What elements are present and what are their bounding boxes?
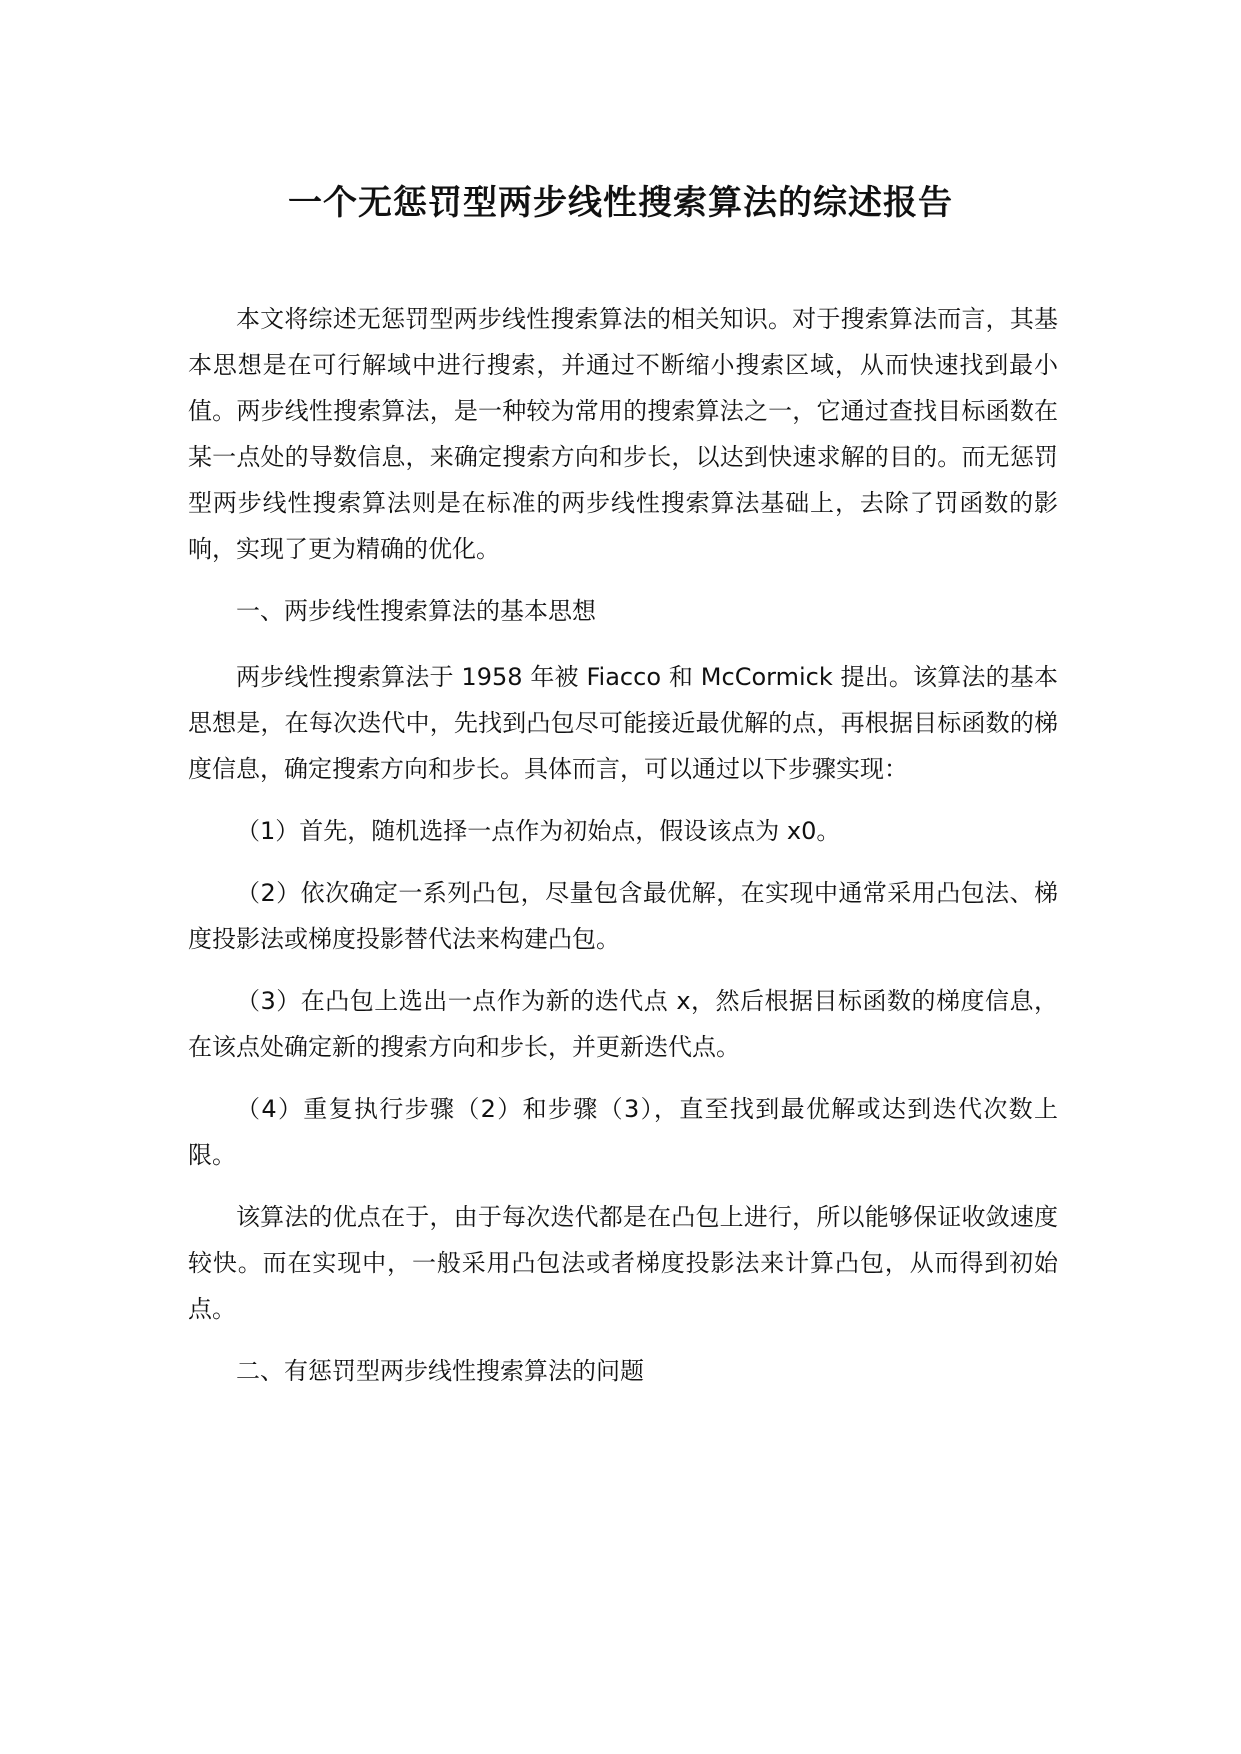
intro-paragraph: 本文将综述无惩罚型两步线性搜索算法的相关知识。对于搜索算法而言，其基本思想是在可行解域中进行搜索，并通过不断缩小搜索区域，从而快速找到最小值。两步线性搜索算法，是一种较为常用的搜索算法之一，它通过查找目标函数在某一点处的导数信息，来确定搜索方向和步长，以达到快速求解的目的。而无惩罚型两步线性搜索算法则是在标准的两步线性搜索算法基础上，去除了罚函数的影响，实现了更为精确的优化。 [188,305,1058,563]
step-1-paragraph: （1）首先，随机选择一点作为初始点，假设该点为 x0。 [236,817,841,845]
section-heading-1: 一、两步线性搜索算法的基本思想 [236,597,596,625]
step-3-paragraph: （3）在凸包上选出一点作为新的迭代点 x，然后根据目标函数的梯度信息，在该点处确定新的搜索方向和步长，并更新迭代点。 [188,987,1058,1061]
advantage-paragraph: 该算法的优点在于，由于每次迭代都是在凸包上进行，所以能够保证收敛速度较快。而在实现中，一般采用凸包法或者梯度投影法来计算凸包，从而得到初始点。 [188,1203,1058,1323]
step-2-paragraph: （2）依次确定一系列凸包，尽量包含最优解，在实现中通常采用凸包法、梯度投影法或梯度投影替代法来构建凸包。 [188,879,1058,953]
section-heading-2: 二、有惩罚型两步线性搜索算法的问题 [236,1357,644,1385]
step-4-paragraph: （4）重复执行步骤（2）和步骤（3），直至找到最优解或达到迭代次数上限。 [188,1095,1058,1169]
document-title: 一个无惩罚型两步线性搜索算法的综述报告 [288,183,953,223]
document-body [188,296,1058,1414]
section-1-paragraph: 两步线性搜索算法于 1958 年被 Fiacco 和 McCormick 提出。该算法的基本思想是，在每次迭代中，先找到凸包尽可能接近最优解的点，再根据目标函数的梯度信息，确定搜索方向和步长。具体而言，可以通过以下步骤实现： [188,663,1058,783]
